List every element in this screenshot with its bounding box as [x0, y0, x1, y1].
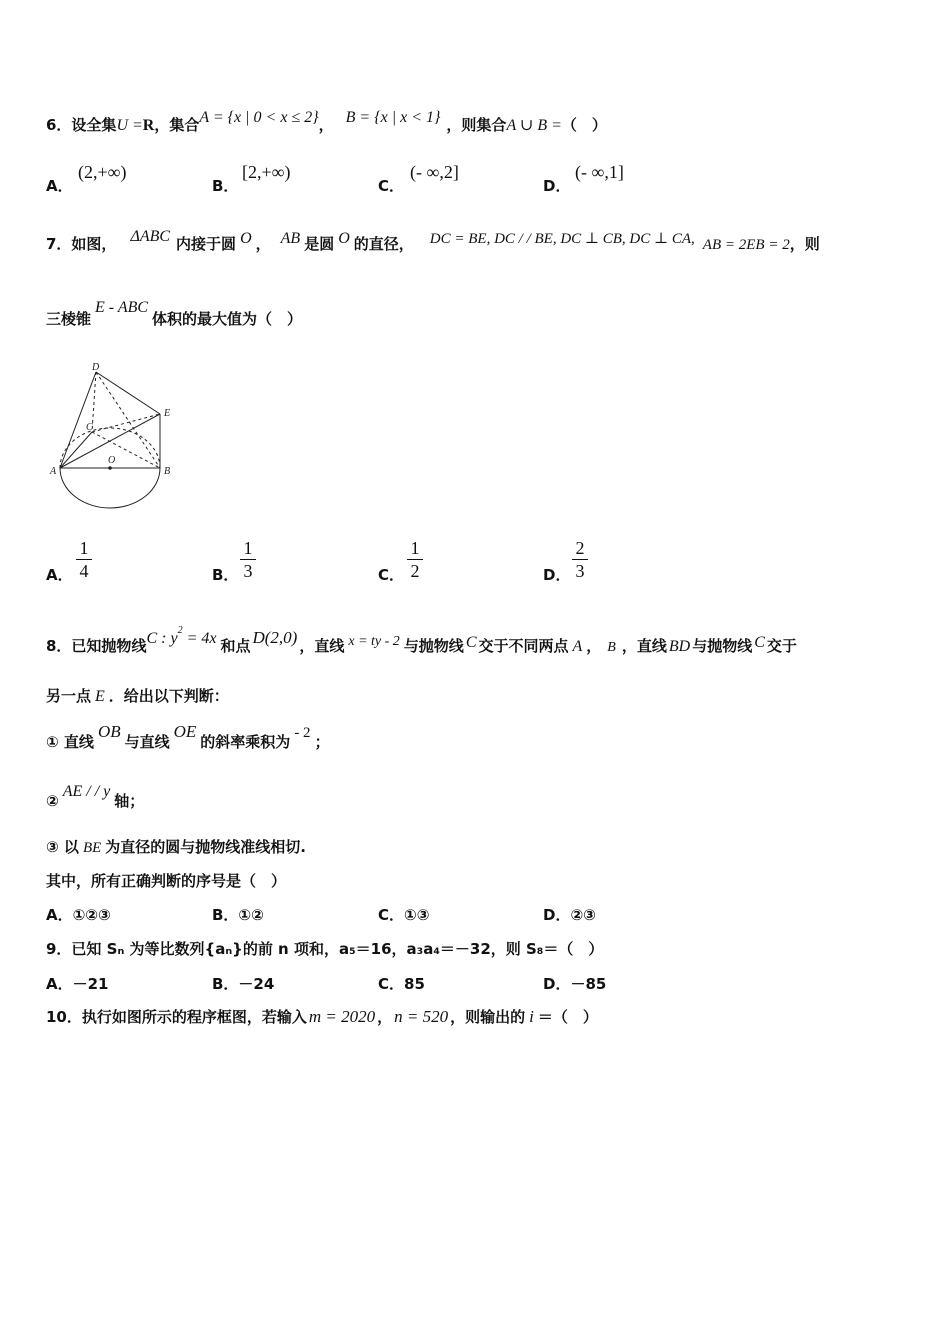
- q8-option-b: B．①②: [212, 906, 264, 924]
- figure-label-e: E: [164, 408, 171, 419]
- q6-option-c-value: (- ∞,2]: [410, 162, 459, 182]
- figure-label-d: D: [92, 362, 100, 373]
- q10-stem: 10．执行如图所示的程序框图，若输入 m = 2020 ， n = 520 ，则输出的 i ＝（ ）: [46, 1007, 598, 1026]
- q9-option-c: C．85: [378, 975, 425, 993]
- q6-option-c: C．: [378, 177, 405, 195]
- figure-label-c: C: [86, 422, 93, 433]
- q8-stem: 8．已知抛物线C : $y^2 = 4x$ 和点 D(2,0) ，直线 x = ty - 2 与抛物线 C 交于不同两点 A ， B ，直线 BD 与抛物线 C 交于: [46, 625, 797, 655]
- figure-label-a: A: [50, 466, 57, 477]
- q6-option-a: A．: [46, 177, 73, 195]
- q7-figure: [46, 360, 176, 520]
- q9-option-a: A．－21: [46, 975, 109, 993]
- q6-option-a-value: (2,+∞): [78, 162, 127, 182]
- q6-option-b: B．: [212, 177, 239, 195]
- q8-stem-line2: 另一点 E ．给出以下判断：: [46, 687, 229, 705]
- q7-option-a-value: 1 4: [76, 538, 92, 581]
- q9-option-b: B．－24: [212, 975, 275, 993]
- q7-option-b-value: 1 3: [240, 538, 256, 581]
- figure-label-o: O: [108, 455, 116, 466]
- q7-option-c-value: 1 2: [407, 538, 423, 581]
- q7-stem-line2: 三棱锥E - ABC体积的最大值为（ ）: [46, 299, 303, 328]
- q8-option-c: C．①③: [378, 906, 430, 924]
- q9-option-d: D．－85: [543, 975, 607, 993]
- set-a: A = {x | 0 < x ≤ 2}: [199, 109, 319, 126]
- q8-option-d: D．②③: [543, 906, 596, 924]
- q8-judgment-3: ③ 以 BE 为直径的圆与抛物线准线相切.: [46, 838, 306, 856]
- q7-stem: 7．如图， ΔABC 内接于圆 O ， AB 是圆 O 的直径， DC = BE, DC / / BE, DC ⊥ CB, DC ⊥ CA, AB = 2EB = 2，则: [46, 228, 820, 253]
- q7-option-a: A．: [46, 566, 73, 584]
- q6-option-d: D．: [543, 177, 571, 195]
- q7-option-d: D．: [543, 566, 571, 584]
- q6-stem: 6．设全集U =R，集合A = {x | 0 < x ≤ 2}， B = {x | x < 1} ，则集合A ∪ B =（ ）: [46, 109, 607, 134]
- q7-option-b: B．: [212, 566, 239, 584]
- q9-stem: 9．已知 Sₙ 为等比数列{aₙ}的前 n 项和，a₅＝16，a₃a₄＝－32，则 S₈＝（ ）: [46, 940, 604, 958]
- figure-label-b: B: [164, 466, 171, 477]
- q8-judgment-1: ① 直线OB与直线OE的斜率乘积为 - 2 ；: [46, 722, 330, 751]
- q8-ask: 其中，所有正确判断的序号是（ ）: [46, 872, 287, 890]
- q7-option-d-value: 2 3: [572, 538, 588, 581]
- q8-judgment-2: ②AE / / y轴；: [46, 783, 145, 810]
- q6-option-b-value: [2,+∞): [242, 162, 291, 182]
- q6-option-d-value: (- ∞,1]: [575, 162, 624, 182]
- q8-option-a: A．①②③: [46, 906, 111, 924]
- q7-option-c: C．: [378, 566, 405, 584]
- set-b: B = {x | x < 1}: [345, 109, 441, 126]
